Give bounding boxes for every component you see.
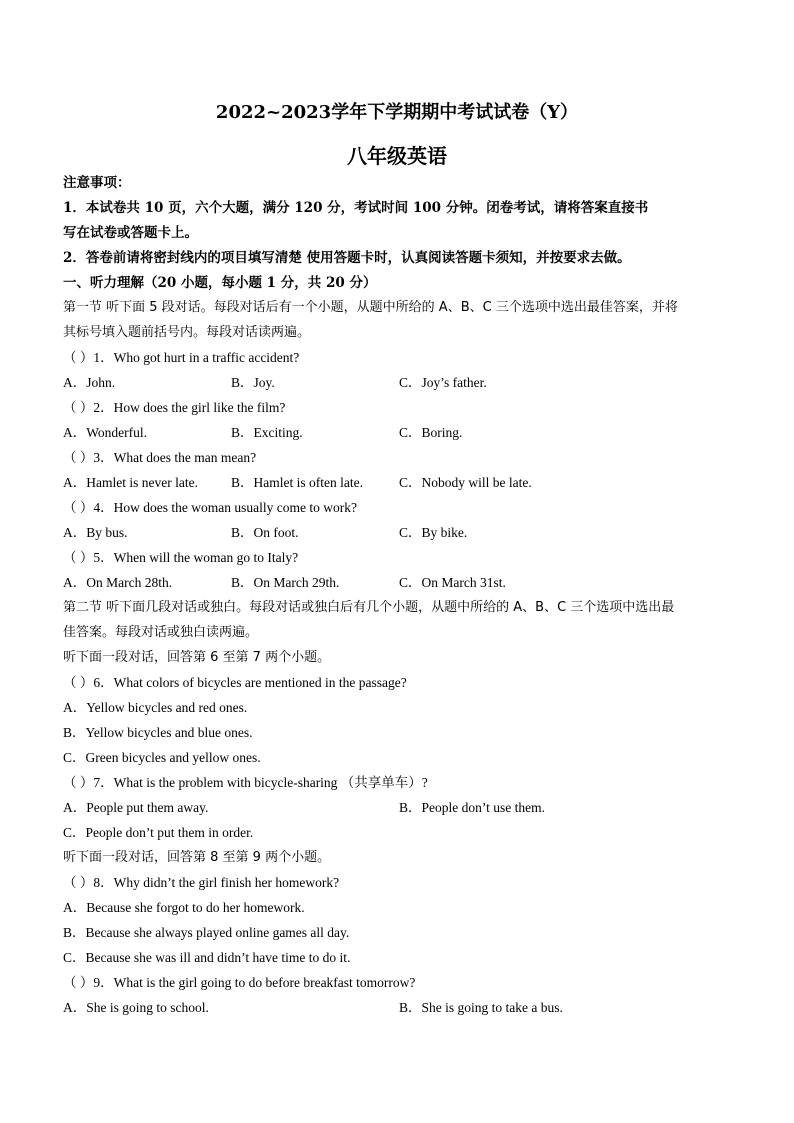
- option-a: A．John.: [63, 375, 116, 390]
- option-c: C．Joy’s father.: [399, 375, 487, 390]
- question-9-stem: （ ）9．What is the girl going to do before breakfast tomorrow?: [63, 975, 416, 990]
- question-8-stem: （ ）8．Why didn’t the girl finish her homework?: [63, 875, 340, 890]
- question-6-stem: （ ）6．What colors of bicycles are mentioned in the passage?: [63, 675, 407, 690]
- notice-item-1-line-1: 1．本试卷共 10 页，六个大题，满分 120 分，考试时间 100 分钟。闭卷考试，请将答案直接书: [63, 200, 649, 216]
- question-8-option-a: A．Because she forgot to do her homework.: [63, 900, 305, 915]
- option-c: C．By bike.: [399, 525, 468, 540]
- part-1-instructions-line-2: 其标号填入题前括号内。每段对话读两遍。: [63, 325, 311, 340]
- dialogue-8-9-intro: 听下面一段对话，回答第 8 至第 9 两个小题。: [63, 850, 331, 865]
- option-a: A．By bus.: [63, 525, 128, 540]
- option-b: B．On March 29th.: [231, 575, 340, 590]
- question-1-stem: （ ）1．Who got hurt in a traffic accident?: [63, 350, 300, 365]
- option-b: B．Exciting.: [231, 425, 303, 440]
- notice-item-1-line-2: 写在试卷或答题卡上。: [63, 225, 198, 241]
- option-a: A．Wonderful.: [63, 425, 148, 440]
- question-6-option-b: B．Yellow bicycles and blue ones.: [63, 725, 253, 740]
- option-b: B．On foot.: [231, 525, 299, 540]
- option-a: A．Hamlet is never late.: [63, 475, 198, 490]
- part-2-instructions-line-2: 佳答案。每段对话或独白读两遍。: [63, 625, 259, 640]
- option-b: B．Hamlet is often late.: [231, 475, 363, 490]
- question-8-option-b: B．Because she always played online games all day.: [63, 925, 350, 940]
- question-7-stem: （ ）7．What is the problem with bicycle-sharing （共享单车）?: [63, 775, 428, 790]
- option-a: A．People put them away.: [63, 800, 209, 815]
- question-5-stem: （ ）5．When will the woman go to Italy?: [63, 550, 299, 565]
- option-b: B．She is going to take a bus.: [399, 1000, 563, 1015]
- question-6-option-a: A．Yellow bicycles and red ones.: [63, 700, 248, 715]
- exam-title: 2022~2023学年下学期期中考试试卷（Y）: [215, 102, 579, 123]
- question-3-stem: （ ）3．What does the man mean?: [63, 450, 257, 465]
- question-2-stem: （ ）2．How does the girl like the film?: [63, 400, 286, 415]
- section-1-heading: 一、听力理解（20 小题，每小题 1 分，共 20 分）: [63, 275, 377, 291]
- exam-subtitle: 八年级英语: [347, 144, 447, 168]
- notice-heading: 注意事项：: [63, 175, 131, 191]
- option-c: C．Boring.: [399, 425, 463, 440]
- notice-item-2: 2．答卷前请将密封线内的项目填写清楚 使用答题卡时，认真阅读答题卡须知，并按要求去做。: [63, 250, 631, 266]
- option-c: C．Nobody will be late.: [399, 475, 532, 490]
- option-a: A．She is going to school.: [63, 1000, 209, 1015]
- dialogue-6-7-intro: 听下面一段对话，回答第 6 至第 7 两个小题。: [63, 650, 331, 665]
- question-4-stem: （ ）4．How does the woman usually come to work?: [63, 500, 357, 515]
- question-7-option-c: C．People don’t put them in order.: [63, 825, 254, 840]
- option-a: A．On March 28th.: [63, 575, 173, 590]
- option-b: B．Joy.: [231, 375, 275, 390]
- question-8-option-c: C．Because she was ill and didn’t have time to do it.: [63, 950, 351, 965]
- option-c: C．On March 31st.: [399, 575, 506, 590]
- option-b: B．People don’t use them.: [399, 800, 545, 815]
- part-1-instructions-line-1: 第一节 听下面 5 段对话。每段对话后有一个小题，从题中所给的 A、B、C 三个选项中选出最佳答案，并将: [63, 300, 678, 315]
- part-2-instructions-line-1: 第二节 听下面几段对话或独白。每段对话或独白后有几个小题，从题中所给的 A、B、C 三个选项中选出最: [63, 600, 675, 615]
- question-6-option-c: C．Green bicycles and yellow ones.: [63, 750, 261, 765]
